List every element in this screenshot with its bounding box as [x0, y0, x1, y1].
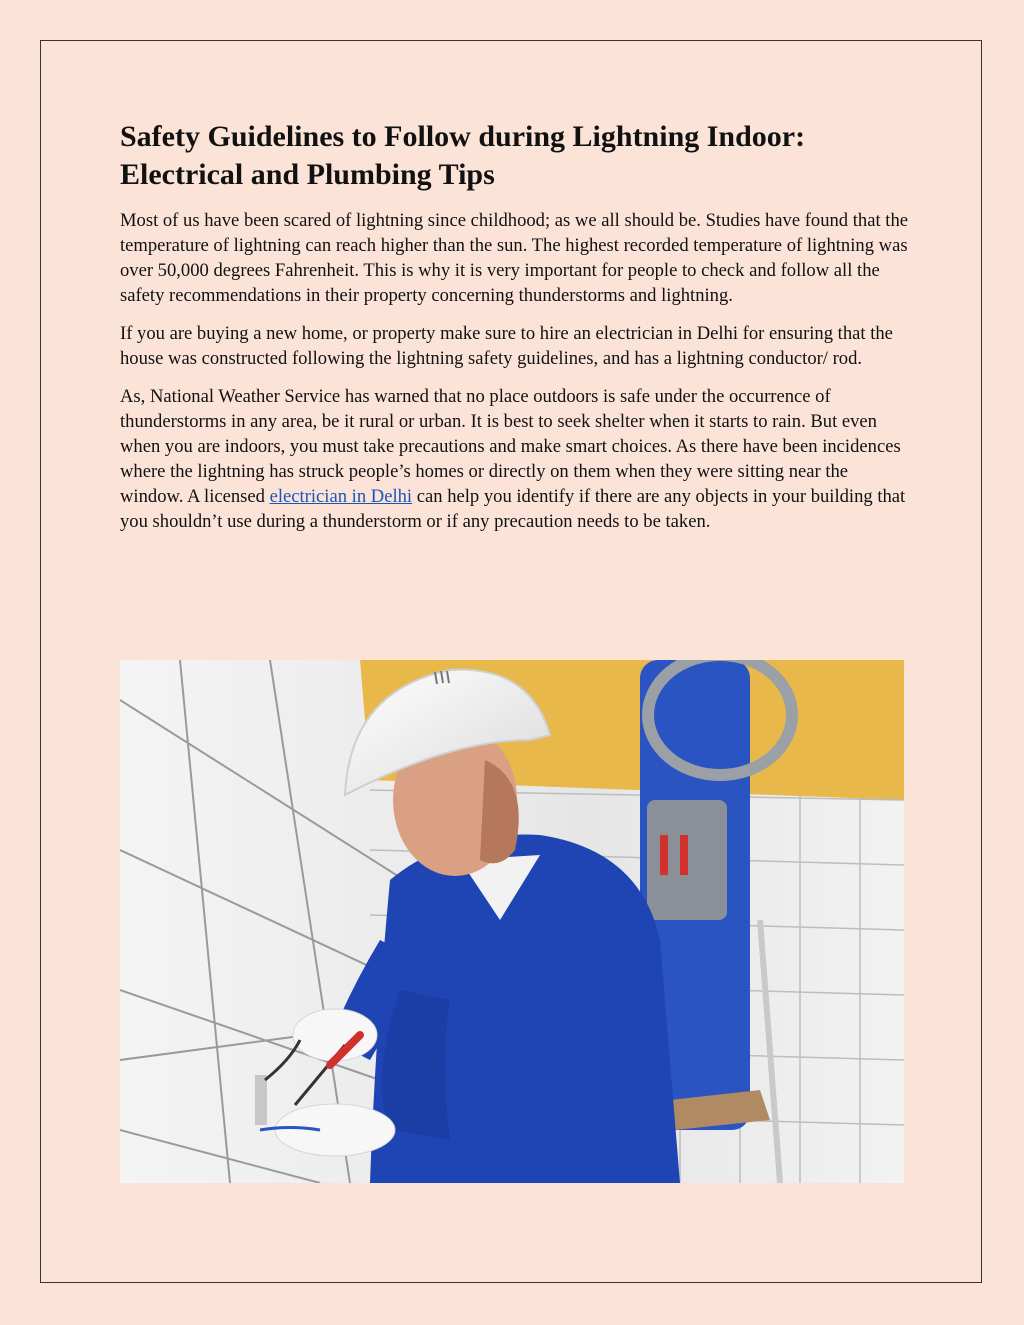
- paragraph-text-before-link: As, National Weather Service has warned that no place outdoors is safe under the occurrence of thunderstorms in any area, be it rural or urban. It is best to seek shelter when it starts to rain. But even when you are indoors, you must take precautions and make smart choices. As there have been incidences where the lightning has struck people’s homes or directly on them when they were sitting near the window. A licensed: [120, 386, 901, 507]
- white-glove-upper: [293, 1009, 377, 1061]
- paragraph-new-home: If you are buying a new home, or property make sure to hire an electrician in Delhi for ensuring that the house was constructed following the lightning safety guidelines, and has a lightning conductor/ rod.: [120, 323, 893, 369]
- electrician-in-delhi-link[interactable]: electrician in Delhi: [269, 486, 413, 507]
- wall-outlet: [255, 1075, 267, 1125]
- article-body: [120, 118, 910, 547]
- paragraph-weather-service: [120, 384, 910, 534]
- article-title: Safety Guidelines to Follow during Lightning Indoor: Electrical and Plumbing Tips: [120, 120, 806, 191]
- white-glove-lower: [275, 1104, 395, 1156]
- electrician-photo: [120, 660, 904, 1183]
- paragraph-intro: Most of us have been scared of lightning since childhood; as we all should be. Studies have found that the temperature of lightning can reach higher than the sun. The highest recorded temperature of lightning was over 50,000 degrees Fahrenheit. This is why it is very important for people to check and follow all the safety recommendations in their property concerning thunderstorms and lightning.: [120, 210, 909, 306]
- electrician-illustration: [120, 660, 904, 1183]
- paragraph-text-after-link: can help you identify if there are any objects in your building that you shouldn’t use during a thunderstorm or if any precaution needs to be taken.: [120, 486, 906, 532]
